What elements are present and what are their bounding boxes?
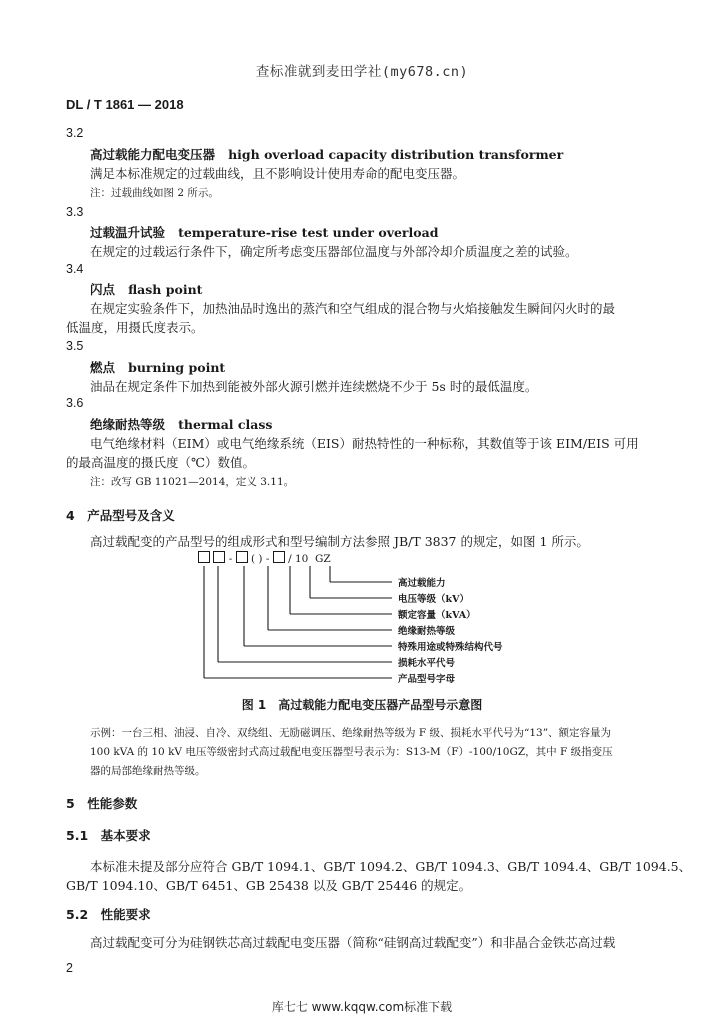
code-gz: GZ bbox=[315, 553, 331, 565]
term-en: thermal class bbox=[178, 417, 273, 432]
section-heading: 4 产品型号及含义 bbox=[66, 508, 175, 523]
term-definition-line: 低温度，用摄氏度表示。 bbox=[66, 320, 204, 335]
paragraph-line: 本标准未提及部分应符合 GB/T 1094.1、GB/T 1094.2、GB/T 1094.3、GB/T 1094.4、GB/T 1094.5、 bbox=[90, 859, 692, 874]
term-cn: 过载温升试验 bbox=[90, 225, 166, 240]
figure-label: 特殊用途或特殊结构代号 bbox=[398, 642, 503, 653]
section-paragraph: 高过载配变的产品型号的组成形式和型号编制方法参照 JB/T 3837 的规定，如图 1 所示。 bbox=[90, 534, 589, 549]
term-note: 注：过载曲线如图 2 所示。 bbox=[90, 187, 219, 199]
figure-caption: 图 1 高过载能力配电变压器产品型号示意图 bbox=[241, 698, 483, 712]
term-definition-line: 的最高温度的摄氏度（℃）数值。 bbox=[66, 455, 255, 470]
term-cn: 燃点 bbox=[90, 360, 116, 375]
clause-number: 3.5 bbox=[66, 339, 84, 353]
term-definition: 在规定的过载运行条件下，确定所考虑变压器部位温度与外部冷却介质温度之差的试验。 bbox=[90, 244, 578, 259]
example-line: 器的局部绝缘耐热等级。 bbox=[90, 765, 206, 777]
paragraph-line: GB/T 1094.10、GB/T 6451、GB 25438 以及 GB/T 25446 的规定。 bbox=[66, 878, 472, 893]
watermark-top: 查标准就到麦田学社(my678.cn) bbox=[255, 64, 469, 80]
code-dash: - bbox=[228, 553, 233, 565]
figure-label: 额定容量（kVA） bbox=[398, 610, 476, 621]
clause-number: 3.6 bbox=[66, 396, 84, 410]
paragraph-line: 高过载配变可分为硅钢铁芯高过载配电变压器（简称“硅钢高过载配变”）和非晶合金铁芯高过载 bbox=[90, 935, 616, 950]
subsection-heading: 5.2 性能要求 bbox=[66, 907, 151, 922]
term-definition-line: 电气绝缘材料（EIM）或电气绝缘系统（EIS）耐热特性的一种标称，其数值等于该 EIM/EIS 可用 bbox=[90, 436, 639, 451]
page-number: 2 bbox=[66, 961, 73, 975]
subsection-heading: 5.1 基本要求 bbox=[66, 828, 151, 843]
term-definition: 满足本标准规定的过载曲线，且不影响设计使用寿命的配电变压器。 bbox=[90, 166, 466, 181]
section-heading: 5 性能参数 bbox=[66, 796, 138, 811]
clause-number: 3.2 bbox=[66, 126, 84, 140]
example-line: 100 kVA 的 10 kV 电压等级密封式高过载配电变压器型号表示为：S13-M（F）-100/10GZ，其中 F 级指变压 bbox=[90, 746, 613, 758]
code-voltage: / 10 bbox=[288, 553, 309, 565]
code-paren: ( ) bbox=[250, 553, 263, 565]
clause-number: 3.4 bbox=[66, 262, 84, 276]
term-definition: 油品在规定条件下加热到能被外部火源引燃并连续燃烧不少于 5s 时的最低温度。 bbox=[90, 379, 538, 394]
term-cn: 绝缘耐热等级 bbox=[90, 417, 166, 432]
term-en: burning point bbox=[128, 360, 226, 375]
term-en: high overload capacity distribution transformer bbox=[228, 147, 564, 162]
clause-number: 3.3 bbox=[66, 205, 84, 219]
figure-label: 电压等级（kV） bbox=[398, 594, 469, 605]
watermark-bottom: 库七七 www.kqqw.com标准下载 bbox=[271, 1000, 453, 1014]
code-dash: - bbox=[265, 553, 270, 565]
term-cn: 高过载能力配电变压器 bbox=[90, 147, 216, 162]
example-line: 示例：一台三相、油浸、自冷、双绕组、无励磁调压、绝缘耐热等级为 F 级、损耗水平代号为“13”、额定容量为 bbox=[90, 727, 612, 739]
term-definition-line: 在规定实验条件下，加热油品时逸出的蒸汽和空气组成的混合物与火焰接触发生瞬间闪火时的最 bbox=[90, 301, 616, 316]
standard-header: DL / T 1861 — 2018 bbox=[66, 97, 184, 112]
term-cn: 闪点 bbox=[90, 282, 116, 297]
term-note: 注：改写 GB 11021—2014，定义 3.11。 bbox=[90, 476, 295, 488]
figure-label: 高过载能力 bbox=[398, 578, 446, 589]
term-en: flash point bbox=[128, 282, 203, 297]
figure-label: 绝缘耐热等级 bbox=[398, 626, 456, 637]
figure-label: 损耗水平代号 bbox=[398, 658, 456, 669]
figure-label: 产品型号字母 bbox=[398, 674, 456, 685]
term-en: temperature-rise test under overload bbox=[178, 225, 439, 240]
